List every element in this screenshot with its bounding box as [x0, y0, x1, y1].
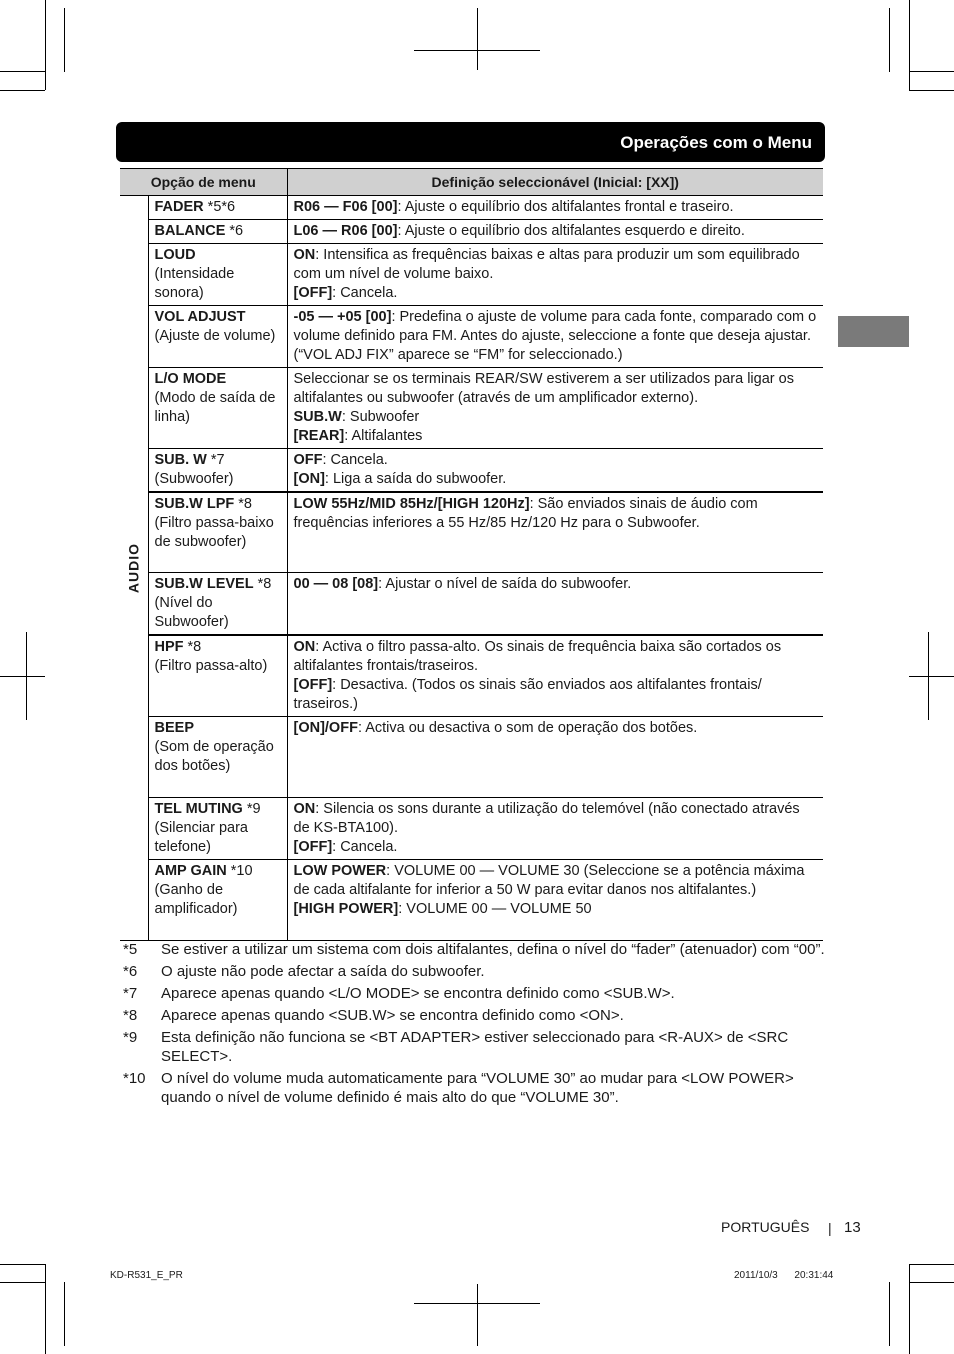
crop-mark [909, 71, 954, 72]
setting-text: : Ajustar o nível de saída do subwoofer. [378, 575, 632, 592]
table-row [120, 716, 823, 797]
setting-value: SUB.W [293, 409, 342, 425]
setting-line [294, 495, 818, 533]
setting-value: [OFF] [293, 285, 333, 301]
setting-value: [HIGH POWER] [293, 900, 399, 917]
setting-text: : Liga a saída do subwoofer. [324, 471, 507, 487]
option-cell [148, 196, 287, 220]
crop-mark [909, 90, 954, 91]
setting-text: : Activa ou desactiva o som de operação dos botões. [357, 719, 698, 736]
option-description: (Filtro passa-baixo de subwoofer) [154, 515, 274, 550]
option-cell [148, 797, 287, 859]
footnote-text: O ajuste não pode afectar a saída do subwoofer. [161, 963, 485, 980]
crop-mark [909, 0, 910, 90]
option-cell [148, 306, 287, 368]
setting-value: 00 — 08 [08] [293, 575, 379, 592]
footnote [120, 984, 830, 1003]
crop-mark [0, 90, 45, 91]
option-description: (Intensidade sonora) [154, 266, 235, 301]
footnote-marker: *10 [123, 1070, 146, 1087]
setting-cell [287, 449, 823, 493]
option-footnote-ref: *8 [234, 496, 252, 512]
option-description: (Ganho de amplificador) [154, 881, 238, 917]
registration-mark [414, 1303, 540, 1304]
option-footnote-ref: *8 [183, 638, 202, 655]
setting-line [294, 719, 818, 738]
setting-text: : Ajuste o equilíbrio dos altifalantes frontal e traseiro. [397, 199, 734, 215]
setting-cell [287, 572, 823, 635]
setting-value: [OFF] [293, 838, 333, 855]
column-header-setting: Definição seleccionável (Inicial: [XX]) [287, 169, 823, 196]
option-footnote-ref: *9 [242, 800, 261, 817]
setting-cell [287, 859, 823, 940]
footnote [120, 1069, 830, 1107]
setting-value: ON [293, 800, 316, 817]
setting-value: LOW 55Hz/MID 85Hz/[HIGH 120Hz] [293, 496, 530, 512]
setting-text: : Predefina o ajuste de volume para cada fonte, comparado com o volume definido para FM. Antes do ajuste, seleccione a fonte que deseja ajustar. (“VOL ADJ FIX” aparece se “FM” for seleccionado.) [293, 309, 817, 363]
footnote-text: Aparece apenas quando <L/O MODE> se encontra definido como <SUB.W>. [161, 985, 675, 1002]
setting-line [294, 308, 818, 365]
setting-value: [OFF] [293, 676, 333, 693]
setting-line [294, 575, 818, 594]
footer-language: PORTUGUÊS [721, 1219, 810, 1235]
option-name: SUB.W LEVEL [154, 575, 254, 592]
table-row [120, 572, 823, 635]
option-description: (Ajuste de volume) [154, 328, 276, 344]
footnote [120, 1006, 830, 1025]
setting-line [294, 470, 818, 489]
table-row [120, 306, 823, 368]
option-name: HPF [154, 638, 184, 655]
option-name: LOUD [154, 247, 196, 263]
option-name: SUB.W LPF [154, 496, 235, 512]
setting-text: : Silencia os sons durante a utilização do telemóvel (não conectado através de KS-BTA100). [293, 800, 800, 836]
section-title: Operações com o Menu [620, 133, 812, 152]
option-name: SUB. W [154, 452, 207, 468]
option-cell [148, 220, 287, 244]
setting-line [294, 900, 818, 919]
option-description: (Nível do Subwoofer) [154, 594, 229, 630]
setting-line [294, 408, 818, 427]
option-cell [148, 716, 287, 797]
crop-mark [64, 8, 65, 72]
table-row [120, 797, 823, 859]
crop-mark [889, 1282, 890, 1346]
page-number: 13 [844, 1219, 861, 1236]
crop-mark [0, 1264, 45, 1265]
setting-text: : VOLUME 00 — VOLUME 50 [398, 900, 592, 917]
setting-line [294, 427, 818, 446]
table-body [120, 196, 823, 941]
setting-text: : VOLUME 00 — VOLUME 30 (Seleccione se a potência máxima de cada altifalante for inferior a 50 W para evitar danos nos altifalantes.) [293, 862, 805, 898]
section-header [116, 122, 825, 162]
setting-line [294, 284, 818, 303]
setting-cell [287, 244, 823, 306]
table-row [120, 244, 823, 306]
option-cell [148, 572, 287, 635]
setting-line [294, 676, 818, 714]
crop-mark [45, 1264, 46, 1354]
setting-cell [287, 716, 823, 797]
setting-text: : São enviados sinais de áudio com frequências inferiores a 55 Hz/85 Hz/120 Hz para o Subwoofer. [293, 496, 758, 531]
option-name: FADER [154, 199, 204, 215]
setting-value: ON [293, 638, 316, 655]
setting-value: LOW POWER [293, 862, 387, 879]
setting-line [294, 246, 818, 284]
footnote-text: Aparece apenas quando <SUB.W> se encontra definido como <ON>. [161, 1007, 624, 1024]
setting-line [294, 838, 818, 857]
option-footnote-ref: *10 [226, 862, 253, 879]
table-row [120, 196, 823, 220]
crop-mark [0, 1282, 45, 1283]
setting-line [294, 862, 818, 900]
registration-mark [477, 8, 478, 70]
registration-mark [414, 50, 540, 51]
option-description: (Filtro passa-alto) [154, 657, 268, 674]
setting-text: : Cancela. [322, 452, 388, 468]
table-row [120, 492, 823, 572]
crop-mark [0, 71, 45, 72]
setting-value: -05 — +05 [00] [293, 309, 392, 325]
option-cell [148, 859, 287, 940]
crop-mark [909, 1264, 910, 1354]
setting-value: [ON]/OFF [293, 719, 358, 736]
crop-mark [45, 0, 46, 90]
category-label: AUDIO [125, 542, 142, 593]
option-name: BEEP [154, 719, 194, 736]
registration-mark [0, 676, 45, 677]
setting-line [294, 370, 818, 408]
chapter-tab [838, 316, 909, 347]
crop-mark [64, 1282, 65, 1346]
setting-text: : Activa o filtro passa-alto. Os sinais de frequência baixa são cortados os altifalantes frontais/traseiros. [293, 638, 782, 674]
setting-text: : Cancela. [332, 838, 398, 855]
option-name: AMP GAIN [154, 862, 227, 879]
option-cell [148, 449, 287, 493]
crop-mark [909, 1264, 954, 1265]
option-description: (Subwoofer) [154, 471, 234, 487]
setting-value: [REAR] [293, 428, 345, 444]
footnote-text: O nível do volume muda automaticamente para “VOLUME 30” ao mudar para <LOW POWER> quando o nível de volume definido é mais alto do que “VOLUME 30”. [161, 1070, 794, 1106]
setting-text: Seleccionar se os terminais REAR/SW estiverem a ser utilizados para ligar os altifalantes ou subwoofer (através de um amplificador externo). [293, 371, 794, 406]
setting-line [294, 638, 818, 676]
footnote-marker: *6 [123, 963, 138, 980]
option-description: (Silenciar para telefone) [154, 819, 248, 855]
footnotes [120, 940, 830, 1110]
registration-mark [909, 676, 954, 677]
setting-cell [287, 306, 823, 368]
setting-text: : Desactiva. (Todos os sinais são enviados aos altifalantes frontais/ traseiros.) [293, 676, 762, 712]
option-name: BALANCE [154, 223, 226, 239]
setting-cell [287, 635, 823, 717]
footnote [120, 940, 830, 959]
option-footnote-ref: *8 [253, 575, 272, 592]
table-row [120, 635, 823, 717]
footnote-marker: *5 [123, 941, 138, 958]
menu-options-table [120, 168, 823, 941]
option-name: L/O MODE [154, 371, 227, 387]
option-cell [148, 635, 287, 717]
crop-mark [909, 1282, 954, 1283]
setting-value: R06 — F06 [00] [293, 199, 398, 215]
registration-mark [477, 1284, 478, 1346]
setting-value: [ON] [293, 471, 325, 487]
setting-line [294, 800, 818, 838]
option-description: (Som de operação dos botões) [154, 738, 274, 774]
setting-text: : Altifalantes [344, 428, 423, 444]
setting-cell [287, 220, 823, 244]
setting-value: ON [293, 247, 316, 263]
setting-cell [287, 196, 823, 220]
setting-line [294, 222, 818, 241]
setting-cell [287, 368, 823, 449]
option-footnote-ref: *5*6 [203, 199, 236, 215]
table-row [120, 859, 823, 940]
footnote [120, 1028, 830, 1066]
option-name: TEL MUTING [154, 800, 243, 817]
footnote-marker: *7 [123, 985, 138, 1002]
setting-cell [287, 797, 823, 859]
footer-separator: | [828, 1220, 832, 1236]
footnote-text: Esta definição não funciona se <BT ADAPTER> estiver seleccionado para <R-AUX> de <SRC SELECT>. [161, 1029, 789, 1065]
setting-text: : Intensifica as frequências baixas e altas para produzir um som equilibrado com um nível de volume baixo. [293, 247, 800, 282]
option-cell [148, 492, 287, 572]
setting-value: OFF [293, 452, 323, 468]
option-name: VOL ADJUST [154, 309, 246, 325]
setting-value: L06 — R06 [00] [293, 223, 398, 239]
column-header-option: Opção de menu [120, 169, 287, 196]
setting-line [294, 451, 818, 470]
category-cell [120, 196, 148, 941]
table-row [120, 220, 823, 244]
print-timestamp: 2011/10/3 20:31:44 [734, 1270, 834, 1281]
option-cell [148, 244, 287, 306]
footnote [120, 962, 830, 981]
setting-line [294, 198, 818, 217]
option-cell [148, 368, 287, 449]
option-footnote-ref: *6 [225, 223, 244, 239]
setting-text: : Cancela. [332, 285, 398, 301]
setting-text: : Subwoofer [341, 409, 420, 425]
table-row [120, 449, 823, 493]
print-job-id: KD-R531_E_PR [110, 1270, 183, 1281]
footnote-marker: *8 [123, 1007, 138, 1024]
setting-cell [287, 492, 823, 572]
table-row [120, 368, 823, 449]
footnote-text: Se estiver a utilizar um sistema com dois altifalantes, defina o nível do “fader” (atenuador) com “00”. [161, 941, 825, 958]
crop-mark [889, 8, 890, 72]
option-footnote-ref: *7 [206, 452, 225, 468]
footnote-marker: *9 [123, 1029, 138, 1046]
setting-text: : Ajuste o equilíbrio dos altifalantes esquerdo e direito. [397, 223, 745, 239]
option-description: (Modo de saída de linha) [154, 390, 276, 425]
